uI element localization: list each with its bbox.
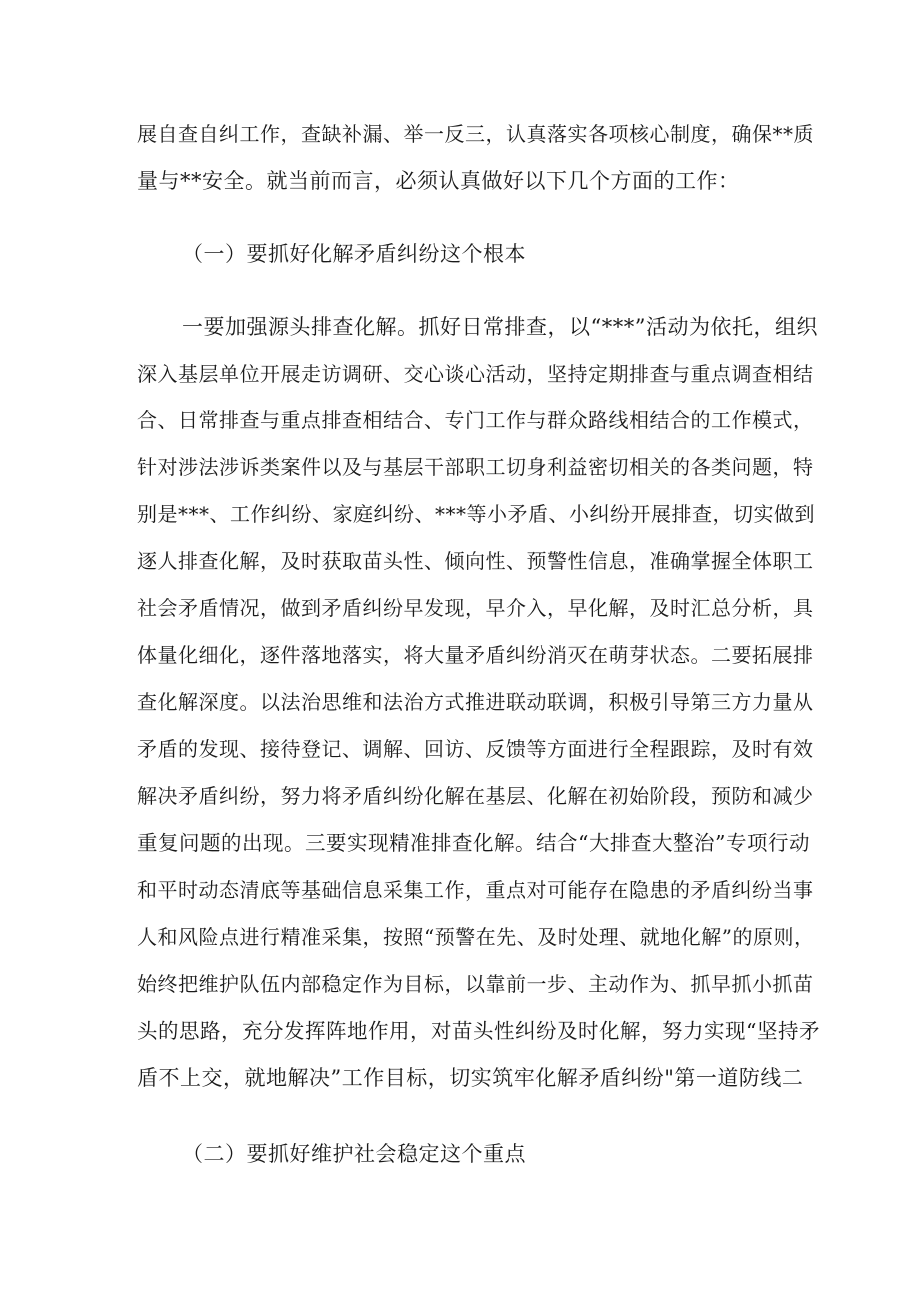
paragraph-line: 针对涉法涉诉类案件以及与基层干部职工切身利益密切相关的各类问题，特 (137, 455, 814, 479)
paragraph-line: 和平时动态清底等基础信息采集工作，重点对可能存在隐患的矛盾纠纷当事 (137, 878, 814, 902)
paragraph-line: 合、日常排查与重点排查相结合、专门工作与群众路线相结合的工作模式， (137, 408, 814, 432)
paragraph-line: 逐人排查化解，及时获取苗头性、倾向性、预警性信息，准确掌握全体职工 (137, 549, 814, 573)
intro-line: 展自查自纠工作，查缺补漏、举一反三，认真落实各项核心制度，确保**质 (137, 122, 814, 146)
paragraph-line: 别是***、工作纠纷、家庭纠纷、***等小矛盾、小纠纷开展排查，切实做到 (137, 502, 815, 526)
section-heading: （二）要抓好维护社会稳定这个重点 (182, 1142, 526, 1166)
section-heading: （一）要抓好化解矛盾纠纷这个根本 (182, 242, 526, 266)
paragraph-line: 矛盾的发现、接待登记、调解、回访、反馈等方面进行全程跟踪，及时有效 (137, 737, 814, 761)
paragraph-line: 社会矛盾情况，做到矛盾纠纷早发现，早介入，早化解，及时汇总分析，具 (137, 596, 814, 620)
paragraph-line: 始终把维护队伍内部稳定作为目标，以靠前一步、主动作为、抓早抓小抓苗 (137, 972, 814, 996)
paragraph-line: 重复问题的出现。三要实现精准排查化解。结合“大排查大整治”专项行动 (137, 831, 810, 855)
paragraph-line: 查化解深度。以法治思维和法治方式推进联动联调，积极引导第三方力量从 (137, 690, 814, 714)
paragraph-line: 一要加强源头排查化解。抓好日常排查，以“***”活动为依托，组织 (182, 315, 818, 339)
intro-line: 量与**安全。就当前而言，必须认真做好以下几个方面的工作： (137, 169, 740, 193)
paragraph-line: 深入基层单位开展走访调研、交心谈心活动，坚持定期排查与重点调查相结 (137, 362, 814, 386)
paragraph-line: 盾不上交，就地解决”工作目标，切实筑牢化解矛盾纠纷"第一道防线二 (137, 1066, 804, 1090)
paragraph-line: 体量化细化，逐件落地落实，将大量矛盾纠纷消灭在萌芽状态。二要拓展排 (137, 643, 814, 667)
paragraph-line: 解决矛盾纠纷，努力将矛盾纠纷化解在基层、化解在初始阶段，预防和减少 (137, 784, 814, 808)
paragraph-line: 头的思路，充分发挥阵地作用，对苗头性纠纷及时化解，努力实现“坚持矛 (137, 1019, 820, 1043)
paragraph-line: 人和风险点进行精准采集，按照“预警在先、及时处理、就地化解”的原则， (137, 925, 815, 949)
